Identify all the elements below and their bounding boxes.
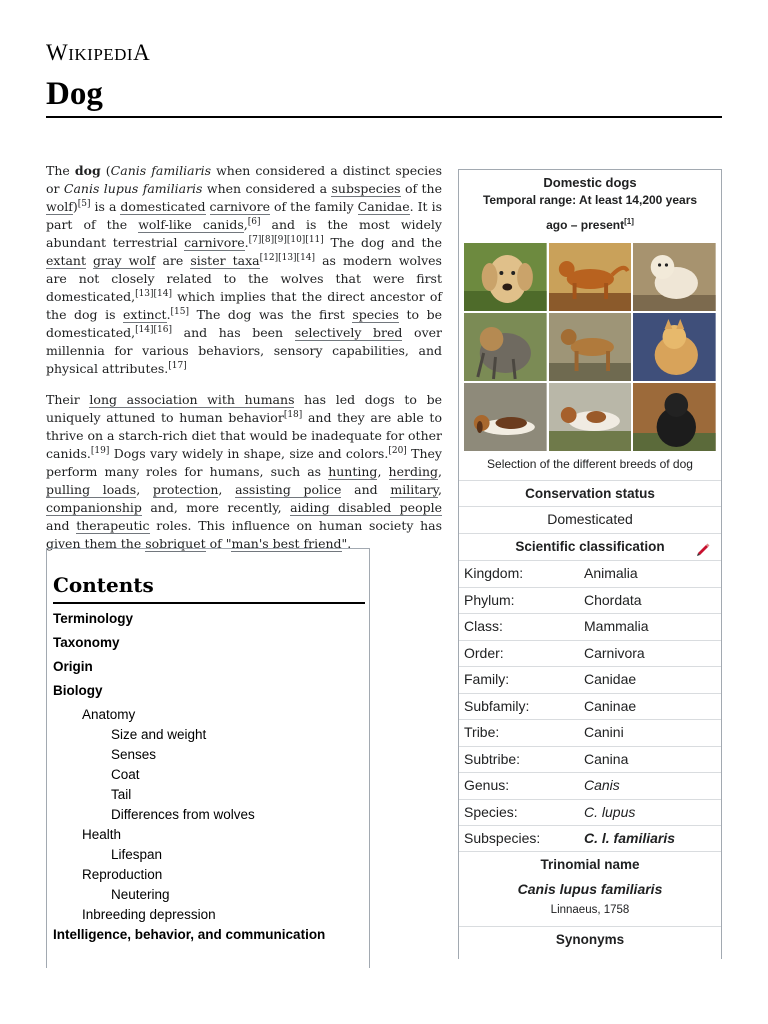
taxonomy-rank-value[interactable]: Canina	[584, 750, 629, 767]
taxonomy-rank-label: Family:	[464, 671, 510, 687]
text-run	[86, 253, 93, 268]
wiki-link[interactable]: sobriquet	[145, 536, 206, 551]
wiki-link[interactable]: extant	[46, 253, 86, 268]
wiki-link[interactable]: military	[390, 482, 439, 497]
taxonomy-rank-label: Subtribe:	[464, 750, 521, 767]
lead-paragraph-2	[46, 391, 442, 553]
taxonomy-rank-label: Class:	[464, 618, 503, 634]
wiki-link[interactable]: man's best friend	[231, 536, 342, 551]
text-run: which implies that the direct ancestor of the dog is	[46, 289, 442, 322]
toc-divider	[53, 602, 365, 604]
trinomial-authority: Linnaeus, 1758	[550, 904, 630, 916]
wiki-link[interactable]: Canidae	[357, 199, 410, 214]
toc-item[interactable]: Biology	[53, 683, 103, 698]
text-run: (	[100, 163, 111, 178]
conservation-status-value: Domesticated	[459, 506, 721, 532]
pomeranian-photo	[633, 313, 716, 381]
text-run: and	[341, 482, 391, 497]
citation-link[interactable]: [20]	[388, 445, 407, 456]
text-run: The	[46, 163, 75, 178]
taxonomy-rank-label: Genus:	[464, 777, 510, 793]
text-run: of "	[205, 536, 232, 551]
text-run: are	[155, 253, 191, 268]
bichon-photo	[633, 243, 716, 311]
text-run: .	[166, 307, 171, 322]
text-run: ,	[438, 464, 442, 479]
infobox-title: Domestic dogs	[543, 175, 637, 190]
text-run: and they are able to thrive on a starch-rich diet that would be inadequate for other canids.	[46, 410, 443, 461]
toc-item[interactable]: Senses	[111, 747, 157, 762]
citation-link[interactable]: [6]	[247, 216, 261, 227]
wiki-link[interactable]: carnivore	[209, 199, 270, 214]
taxonomy-rank-label: Species:	[464, 803, 518, 820]
text-run: Dogs vary widely in shape, size and colors.	[109, 446, 389, 461]
text-run: ,	[136, 482, 153, 497]
text-run: to be domesticated,	[46, 307, 442, 340]
citation-link[interactable]: [17]	[168, 360, 187, 371]
text-run: of the	[400, 181, 442, 196]
text-run: ,	[218, 482, 236, 497]
temporal-range: Temporal range: At least 14,200 years ago – present[1]	[482, 193, 698, 232]
text-run: and is the most widely abundant terrestrial	[46, 217, 442, 250]
taxonomy-rank-value[interactable]: C. l. familiaris	[584, 830, 676, 846]
text-run: ".	[341, 536, 352, 551]
taxonomy-rank-label: Kingdom:	[464, 565, 524, 581]
text-run: .	[244, 235, 249, 250]
wiki-link[interactable]: extinct	[123, 307, 167, 322]
taxonomy-rank-label: Order:	[464, 644, 504, 661]
toc-item[interactable]: Lifespan	[111, 847, 163, 862]
citation-link[interactable]: [19]	[90, 445, 110, 456]
toc-item[interactable]: Reproduction	[82, 867, 163, 882]
citation-link[interactable]: [15]	[170, 306, 190, 317]
wiki-link[interactable]: wolf-like canids	[138, 217, 244, 232]
wiki-link[interactable]: domesticated	[120, 199, 206, 214]
wiki-link[interactable]: assisting police	[235, 482, 342, 497]
wiki-link[interactable]: herding	[388, 464, 439, 479]
page-title: Dog	[46, 76, 103, 112]
toc-item[interactable]: Neutering	[111, 887, 170, 902]
taxonomy-row	[459, 640, 721, 666]
citation-link[interactable]: [14][16]	[135, 324, 173, 335]
toc-item[interactable]: Coat	[111, 767, 140, 782]
trinomial-name-value: Canis lupus familiaris	[517, 881, 663, 897]
text-run: The dog was the first	[189, 307, 353, 322]
text-run: ,	[438, 482, 443, 497]
wiki-link[interactable]: therapeutic	[76, 518, 150, 533]
text-run: when considered a distinct species or	[46, 163, 442, 196]
wiki-link[interactable]: gray wolf	[93, 253, 156, 268]
text-run: of the family	[269, 199, 358, 214]
toc-item[interactable]: Anatomy	[82, 707, 136, 722]
toc-item[interactable]: Tail	[111, 787, 132, 802]
citation-link[interactable]: [1]	[624, 217, 634, 226]
text-run: and	[46, 518, 77, 533]
taxonomy-rank-value[interactable]: Canis	[584, 777, 620, 793]
italic-term: Canis lupus familiaris	[63, 181, 203, 196]
edit-pencil-icon[interactable]	[695, 539, 711, 555]
wiki-link[interactable]: wolf	[46, 199, 73, 214]
toc-list	[53, 609, 369, 949]
taxonomy-rank-value[interactable]: Chordata	[584, 591, 642, 608]
text-run: roles. This influence on human society has given them the	[46, 518, 442, 551]
toc-item[interactable]: Inbreeding depression	[82, 907, 216, 922]
trinomial-name-header: Trinomial name	[459, 851, 721, 877]
taxonomy-row	[459, 613, 721, 639]
wikipedia-wordmark[interactable]: WIKIPEDIA	[46, 40, 151, 65]
toc-heading: Contents	[53, 573, 154, 597]
taxonomy-row	[459, 693, 721, 719]
taxonomy-row	[459, 666, 721, 692]
text-run: They perform many roles for humans, such as	[46, 446, 442, 479]
text-run: over millennia for various behaviors, sensory capabilities, and physical attributes.	[46, 325, 442, 376]
wiki-link[interactable]: sister taxa	[190, 253, 260, 268]
wiki-link[interactable]: carnivore	[184, 235, 245, 250]
text-run: is a	[90, 199, 121, 214]
taxonomy-rank-value[interactable]: Carnivora	[584, 644, 645, 661]
text-run: when considered a	[202, 181, 332, 196]
taxonomy-rank-label: Subspecies:	[464, 830, 541, 846]
newfoundland-photo	[633, 383, 716, 451]
text-run: ,	[243, 217, 248, 232]
taxonomy-rank-value[interactable]: Animalia	[584, 565, 638, 581]
wiki-link[interactable]: subspecies	[331, 181, 401, 196]
citation-link[interactable]: [12][13][14]	[259, 252, 316, 263]
citation-link[interactable]: [7][8][9][10][11]	[248, 234, 324, 245]
text-run: . It is part of the	[46, 199, 442, 232]
toc-item[interactable]: Terminology	[53, 611, 134, 626]
toc-item[interactable]: Size and weight	[111, 727, 207, 742]
text-run: has led dogs to be uniquely attuned to human behavior	[46, 392, 442, 425]
taxonomy-row	[459, 799, 721, 825]
taxonomy-rank-label: Phylum:	[464, 591, 515, 608]
golden-retriever-standing-photo	[549, 243, 632, 311]
taxonomy-row	[459, 772, 721, 798]
text-run	[206, 199, 210, 214]
wiki-link[interactable]: hunting	[328, 464, 378, 479]
wiki-link[interactable]: long association with humans	[89, 392, 295, 407]
text-run: )	[72, 199, 78, 214]
lead-paragraph-1	[46, 162, 442, 378]
table-of-contents	[46, 548, 370, 968]
photo-caption: Selection of the different breeds of dog	[487, 457, 693, 471]
wiki-link[interactable]: companionship	[46, 500, 142, 515]
text-run: Their	[46, 392, 90, 407]
taxonomy-row	[459, 746, 721, 772]
beagle-photo	[464, 383, 547, 451]
taxonomy-row	[459, 560, 721, 586]
toc-item[interactable]: Intelligence, behavior, and communication	[53, 927, 326, 942]
taxonomy-rank-label: Subfamily:	[464, 697, 530, 714]
citation-link[interactable]: [18]	[283, 409, 303, 420]
title-divider	[46, 116, 722, 118]
text-run: as modern wolves are not closely related to the wolves that were first domesticated,	[46, 253, 442, 304]
text-run: ,	[377, 464, 389, 479]
text-run: The dog and the	[323, 235, 442, 250]
taxonomy-rank-value[interactable]: Mammalia	[584, 618, 649, 634]
taxonomy-rank-value[interactable]: Canini	[584, 724, 624, 740]
toc-item[interactable]: Origin	[53, 659, 93, 674]
lead-section	[46, 162, 442, 566]
wiki-link[interactable]: selectively bred	[294, 325, 403, 340]
toc-item[interactable]: Taxonomy	[53, 635, 120, 650]
taxonomy-rank-value[interactable]: C. lupus	[584, 803, 636, 820]
bold-term: dog	[74, 163, 101, 178]
toc-item[interactable]: Differences from wolves	[111, 807, 255, 822]
conservation-status-header: Conservation status	[459, 480, 721, 506]
wiki-link[interactable]: pulling loads	[46, 482, 137, 497]
taxonomy-row	[459, 587, 721, 613]
taxonomy-rank-value[interactable]: Canidae	[584, 671, 637, 687]
taxonomy-row	[459, 719, 721, 745]
taxonomy-rank-value[interactable]: Caninae	[584, 697, 637, 714]
wiki-link[interactable]: species	[352, 307, 399, 322]
wiki-link[interactable]: aiding disabled people	[290, 500, 442, 515]
wiki-link[interactable]: protection	[152, 482, 219, 497]
scientific-classification-header: Scientific classification	[459, 533, 721, 559]
text-run: and has been	[172, 325, 295, 340]
dog-breeds-photo-grid[interactable]	[464, 243, 716, 451]
citation-link[interactable]: [13][14]	[135, 288, 173, 299]
text-run: and, more recently,	[141, 500, 291, 515]
golden-retriever-photo	[464, 243, 547, 311]
taxonomy-rank-label: Tribe:	[464, 724, 500, 740]
synonyms-header: Synonyms	[459, 926, 721, 952]
citation-link[interactable]: [5]	[77, 198, 91, 209]
basset-hound-photo	[549, 383, 632, 451]
toc-item[interactable]: Health	[82, 827, 122, 842]
infobox	[458, 169, 722, 959]
italic-term: Canis familiaris	[110, 163, 212, 178]
yorkshire-terrier-photo	[464, 313, 547, 381]
boxer-photo	[549, 313, 632, 381]
taxonomy-row	[459, 825, 721, 851]
